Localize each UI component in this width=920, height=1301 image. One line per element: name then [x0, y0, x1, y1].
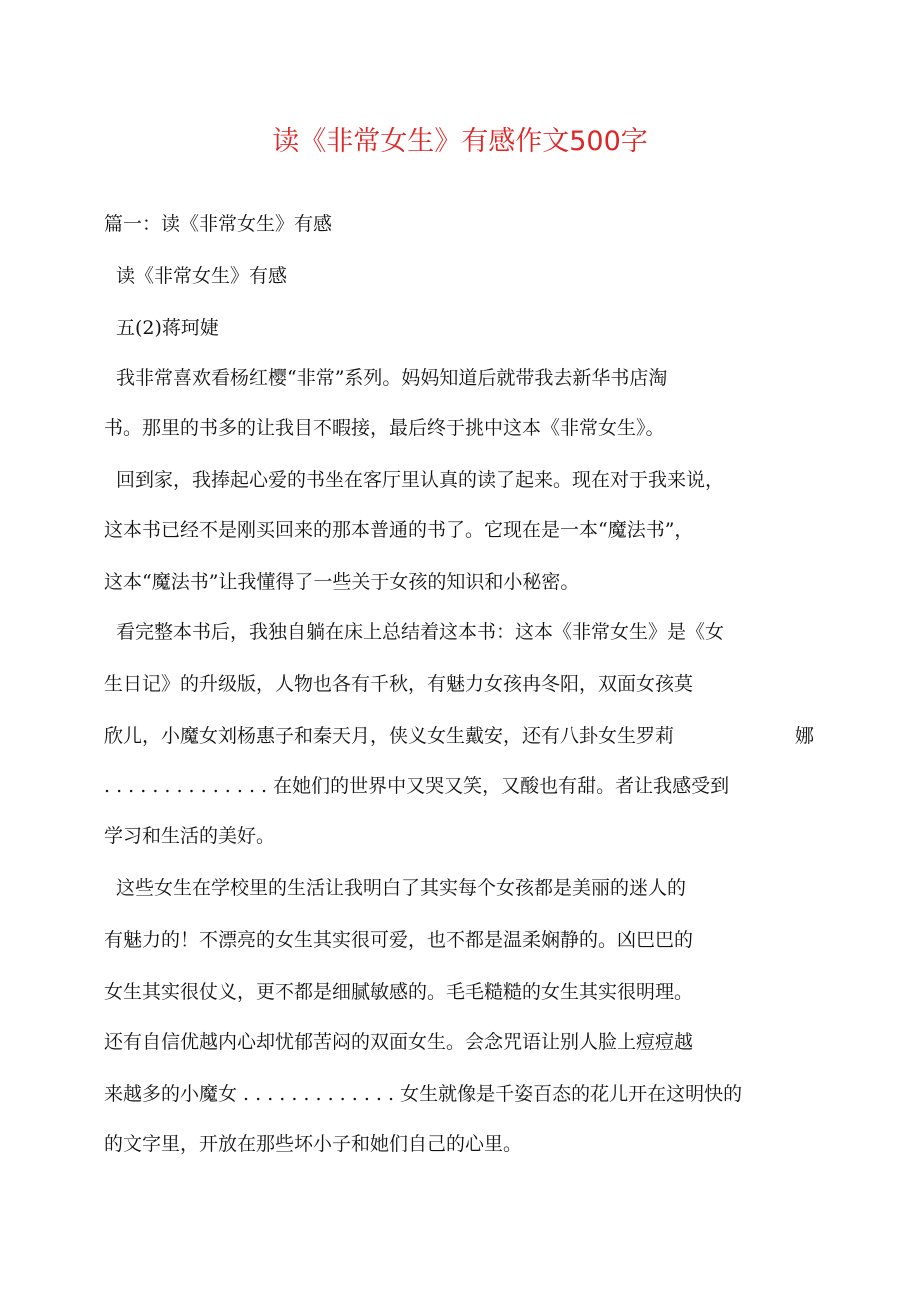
paragraph-line: 这本“魔法书”让我懂得了一些关于女孩的知识和小秘密。 — [104, 571, 580, 593]
paragraph-line: 看完整本书后，我独自躺在床上总结着这本书：这本《非常女生》是《女 — [116, 621, 725, 643]
paragraph-line: 我非常喜欢看杨红樱“非常”系列。妈妈知道后就带我去新华书店淘 — [116, 367, 668, 389]
document-title: 读《非常女生》有感作文500字 — [272, 126, 648, 157]
essay-subtitle: 读《非常女生》有感 — [116, 265, 288, 287]
section-heading: 篇一：读《非常女生》有感 — [104, 213, 333, 235]
paragraph-line: 还有自信优越内心却忧郁苦闷的双面女生。会念咒语让别人脸上痘痘越 — [104, 1031, 694, 1053]
paragraph-line: 这本书已经不是刚买回来的那本普通的书了。它现在是一本“魔法书”， — [104, 519, 694, 541]
paragraph-line: 书。那里的书多的让我目不暇接，最后终于挑中这本《非常女生》。 — [104, 417, 665, 439]
trailing-character: 娜 — [795, 725, 815, 747]
paragraph-line: 有魅力的！不漂亮的女生其实很可爱，也不都是温柔娴静的。凶巴巴的 — [104, 929, 694, 951]
paragraph-line: . . . . . . . . . . . . . . 在她们的世界中又哭又笑，又酸也有甜。者让我感受到 — [104, 775, 730, 797]
author-line: 五(2)蒋珂婕 — [116, 317, 219, 339]
paragraph-line: 这些女生在学校里的生活让我明白了其实每个女孩都是美丽的迷人的 — [116, 877, 687, 899]
paragraph-line: 欣儿，小魔女刘杨惠子和秦天月，侠义女生戴安，还有八卦女生罗莉 — [104, 725, 675, 747]
paragraph-line: 生日记》的升级版，人物也各有千秋，有魅力女孩冉冬阳，双面女孩莫 — [104, 673, 694, 695]
paragraph-line: 来越多的小魔女 . . . . . . . . . . . . . 女生就像是千姿百态的花儿开在这明快的 — [104, 1083, 743, 1105]
paragraph-line: 的文字里，开放在那些坏小子和她们自己的心里。 — [104, 1133, 523, 1155]
paragraph-line: 回到家，我捧起心爱的书坐在客厅里认真的读了起来。现在对于我来说， — [116, 469, 725, 491]
paragraph-line: 女生其实很仗义，更不都是细腻敏感的。毛毛糙糙的女生其实很明理。 — [104, 981, 694, 1003]
paragraph-line: 学习和生活的美好。 — [104, 825, 276, 847]
